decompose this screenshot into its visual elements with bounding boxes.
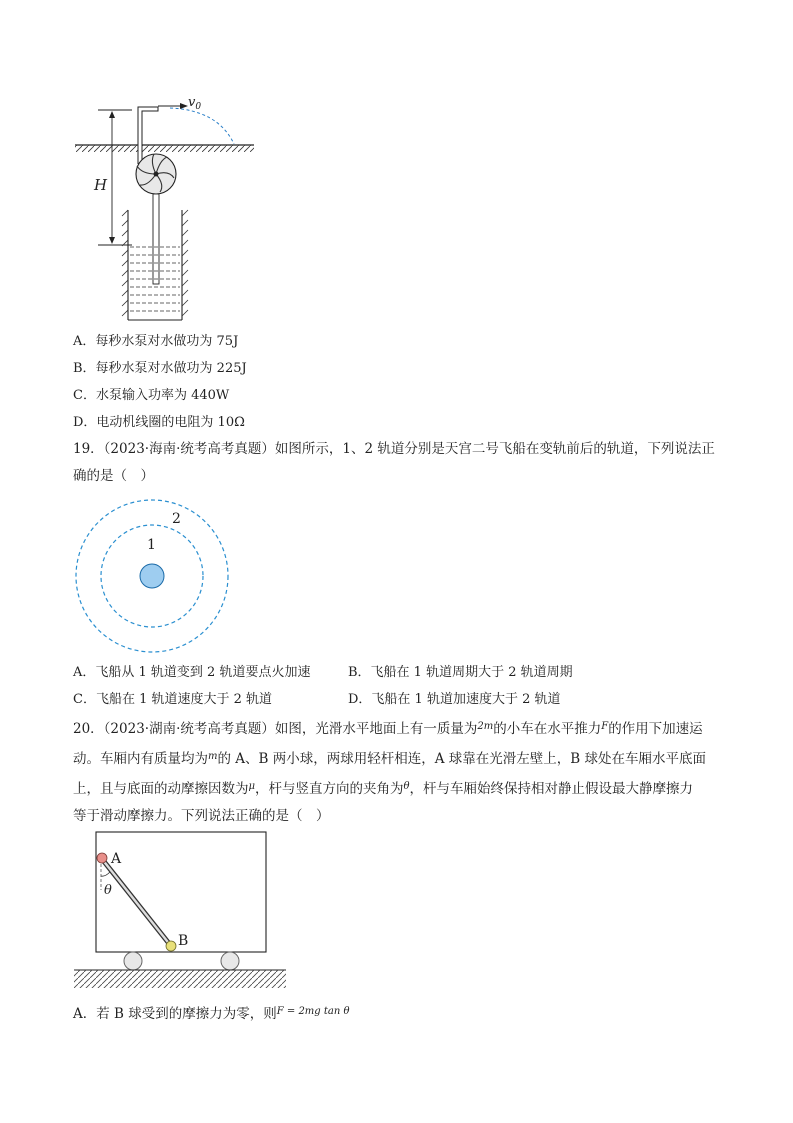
ball-b-label: B: [178, 933, 189, 949]
ball-b: [166, 941, 176, 951]
q18-option-c: C．水泵输入功率为 440W: [73, 388, 230, 403]
q18-option-d: D．电动机线圈的电阻为 10Ω: [73, 415, 245, 430]
earth: [140, 564, 164, 588]
q19-option-d: D．飞船在 1 轨道加速度大于 2 轨道: [348, 692, 561, 707]
ball-a: [97, 853, 107, 863]
q19-stem-line2: 确的是（ ）: [73, 468, 154, 484]
q19-option-a: A．飞船从 1 轨道变到 2 轨道要点火加速: [73, 665, 311, 680]
pump-diagram: [70, 92, 270, 324]
q18-option-b: B．每秒水泵对水做功为 225J: [73, 361, 247, 376]
ball-a-label: A: [111, 851, 122, 867]
q20-stem: 20．（2023·湖南·统考高考真题）如图，光滑水平地面上有一质量为$^{2m}$的小车在水平推力$^F$的作用下加速运 动。车厢内有质量均为$^m$的 A、B 两小球，两球用轻杆相连，A 球靠在光滑左壁上，B 球处在车厢水平底面 上，且与底面的动摩擦因数为$^\mu$，杆与竖直方向的夹角为$^\theta$，杆与车厢始终保持相对静止假设最大静摩擦力 等于滑动摩擦力。下列说法正确的是（ ）: [73, 721, 706, 824]
orbit-label-2: 2: [172, 511, 181, 527]
q19-option-b: B．飞船在 1 轨道周期大于 2 轨道周期: [348, 665, 573, 680]
height-label: H: [94, 176, 108, 194]
q20-option-a: A．若 B 球受到的摩擦力为零，则$^{F = 2mg tan \theta}$: [73, 1006, 350, 1022]
wheel-right: [221, 952, 239, 970]
orbit-diagram: [72, 497, 234, 655]
wheel-left: [124, 952, 142, 970]
q18-option-a: A．每秒水泵对水做功为 75J: [73, 334, 239, 349]
q19-option-c: C．飞船在 1 轨道速度大于 2 轨道: [73, 692, 273, 707]
q20-option-a-formula: F = 2mg tan θ: [276, 1006, 350, 1017]
orbit-label-1: 1: [147, 537, 156, 553]
q19-stem-line1: 19．（2023·海南·统考高考真题）如图所示，1、2 轨道分别是天宫二号飞船在变轨前后的轨道，下列说法正: [73, 441, 715, 457]
cart-diagram: [72, 828, 290, 994]
angle-theta-label: θ: [104, 883, 112, 898]
trajectory-dashed: [170, 108, 234, 144]
velocity-label: $v_0$: [188, 95, 202, 112]
